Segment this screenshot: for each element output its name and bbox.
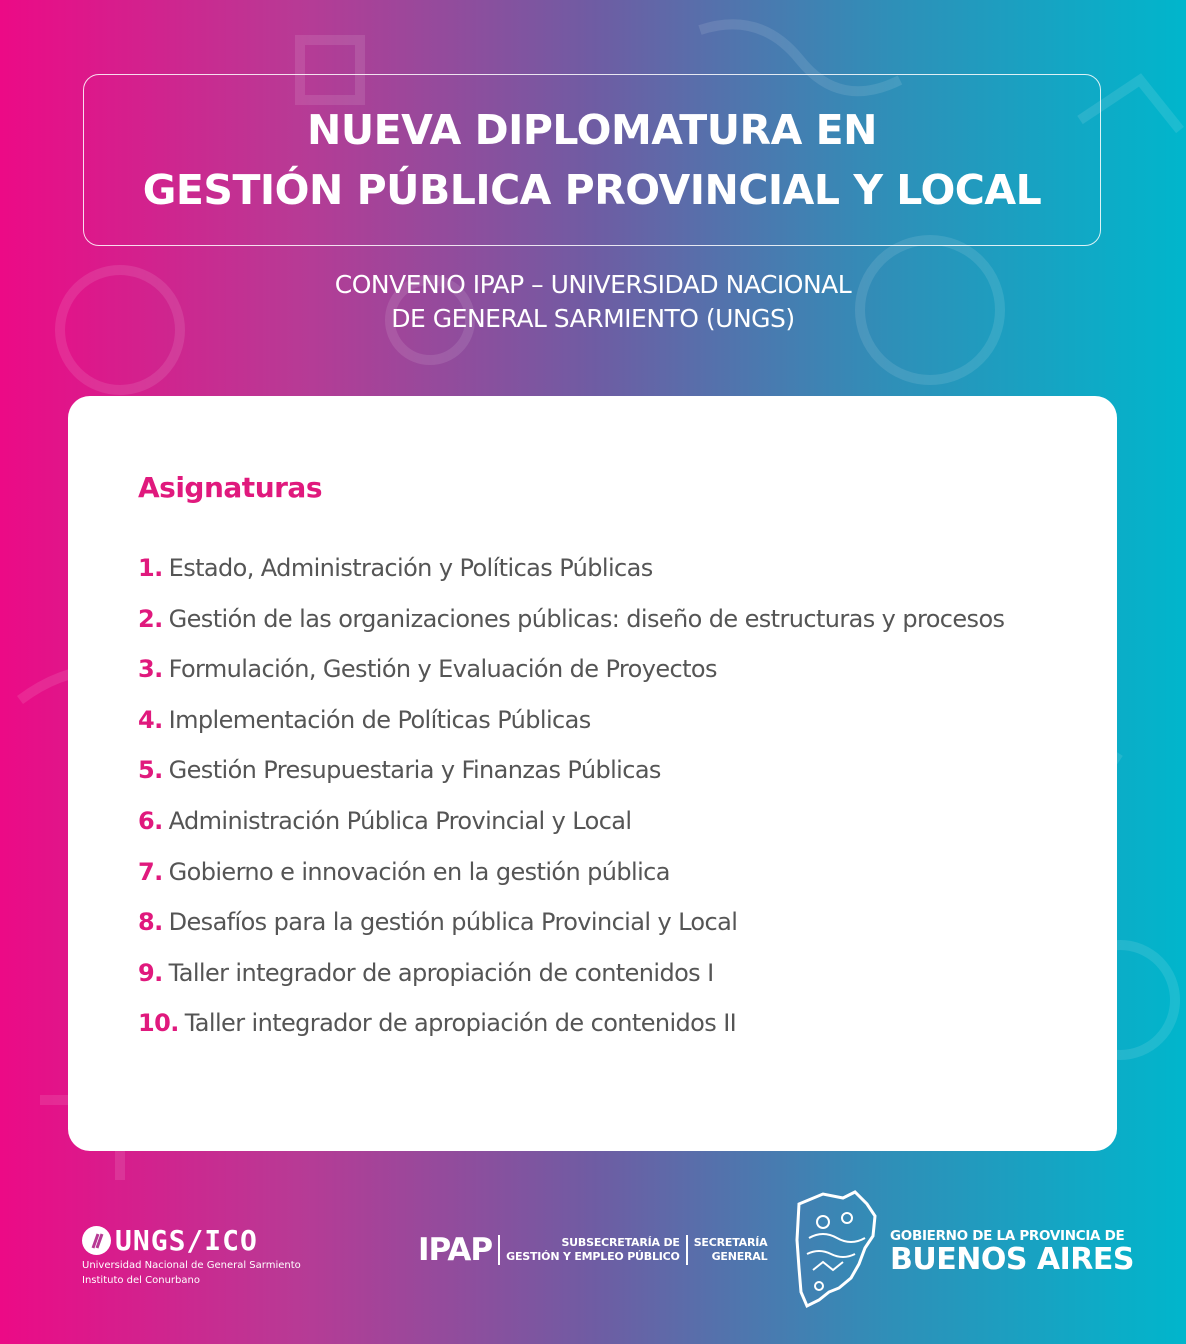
list-item bbox=[138, 706, 1004, 757]
subjects-heading: Asignaturas bbox=[138, 471, 322, 504]
ipap-secretaria bbox=[694, 1236, 768, 1264]
item-text: Taller integrador de apropiación de contenidos I bbox=[168, 958, 714, 987]
item-number: 9. bbox=[138, 958, 163, 987]
item-text: Gestión de las organizaciones públicas: diseño de estructuras y procesos bbox=[168, 604, 1005, 633]
item-number: 7. bbox=[138, 857, 163, 886]
subtitle bbox=[0, 268, 1186, 336]
divider bbox=[498, 1235, 500, 1265]
subsecretaria-line-2: GESTIÓN Y EMPLEO PÚBLICO bbox=[506, 1250, 680, 1263]
province-big-text: BUENOS AIRES bbox=[890, 1242, 1134, 1277]
item-text: Gobierno e innovación en la gestión pública bbox=[168, 857, 670, 886]
ungs-institute-name: Instituto del Conurbano bbox=[82, 1275, 200, 1286]
list-item bbox=[138, 554, 1004, 605]
ungs-university-name: Universidad Nacional de General Sarmiento bbox=[82, 1260, 301, 1271]
item-text: Taller integrador de apropiación de contenidos II bbox=[184, 1009, 737, 1038]
subjects-list bbox=[138, 554, 1004, 1060]
subjects-card bbox=[68, 396, 1117, 1151]
item-number: 1. bbox=[138, 554, 163, 582]
province-map-icon bbox=[793, 1188, 881, 1310]
item-number: 6. bbox=[138, 806, 163, 835]
item-number: 8. bbox=[138, 908, 163, 937]
list-item bbox=[138, 959, 1004, 1010]
item-number: 5. bbox=[138, 756, 163, 785]
title-line-2: GESTIÓN PÚBLICA PROVINCIAL Y LOCAL bbox=[142, 166, 1042, 214]
ipap-logo bbox=[418, 1232, 767, 1268]
ungs-logo bbox=[82, 1224, 301, 1287]
item-text: Gestión Presupuestaria y Finanzas Públicas bbox=[168, 756, 661, 785]
list-item bbox=[138, 655, 1004, 706]
list-item bbox=[138, 807, 1004, 858]
item-text: Implementación de Políticas Públicas bbox=[168, 705, 591, 734]
subtitle-line-1: CONVENIO IPAP – UNIVERSIDAD NACIONAL bbox=[334, 270, 852, 299]
ipap-wordmark: IPAP bbox=[418, 1232, 493, 1268]
item-number: 3. bbox=[138, 655, 163, 684]
title-box bbox=[83, 74, 1101, 246]
secretaria-line-1: SECRETARÍA bbox=[693, 1236, 768, 1249]
list-item bbox=[138, 1009, 1004, 1060]
item-text: Formulación, Gestión y Evaluación de Proyectos bbox=[168, 655, 717, 684]
list-item bbox=[138, 858, 1004, 909]
subtitle-line-2: DE GENERAL SARMIENTO (UNGS) bbox=[391, 304, 795, 333]
item-number: 4. bbox=[138, 705, 163, 734]
subsecretaria-line-1: SUBSECRETARÍA DE bbox=[561, 1236, 680, 1249]
item-text: Estado, Administración y Políticas Públicas bbox=[168, 554, 653, 582]
province-logo bbox=[890, 1228, 1134, 1276]
ungs-wordmark: UNGS/ICO bbox=[115, 1224, 258, 1257]
list-item bbox=[138, 756, 1004, 807]
province-small-text: GOBIERNO DE LA PROVINCIA DE bbox=[890, 1228, 1125, 1244]
divider bbox=[686, 1235, 688, 1265]
ungs-mark bbox=[82, 1224, 301, 1257]
list-item bbox=[138, 908, 1004, 959]
item-number: 10. bbox=[138, 1009, 179, 1038]
ipap-subsecretaria bbox=[506, 1236, 680, 1264]
ungs-emblem-icon bbox=[82, 1226, 111, 1255]
item-text: Administración Pública Provincial y Local bbox=[168, 806, 632, 835]
list-item bbox=[138, 605, 1004, 656]
item-number: 2. bbox=[138, 604, 163, 633]
title-line-1: NUEVA DIPLOMATURA EN bbox=[307, 106, 877, 154]
footer bbox=[0, 1180, 1186, 1344]
secretaria-line-2: GENERAL bbox=[711, 1250, 768, 1263]
item-text: Desafíos para la gestión pública Provincial y Local bbox=[168, 908, 738, 937]
